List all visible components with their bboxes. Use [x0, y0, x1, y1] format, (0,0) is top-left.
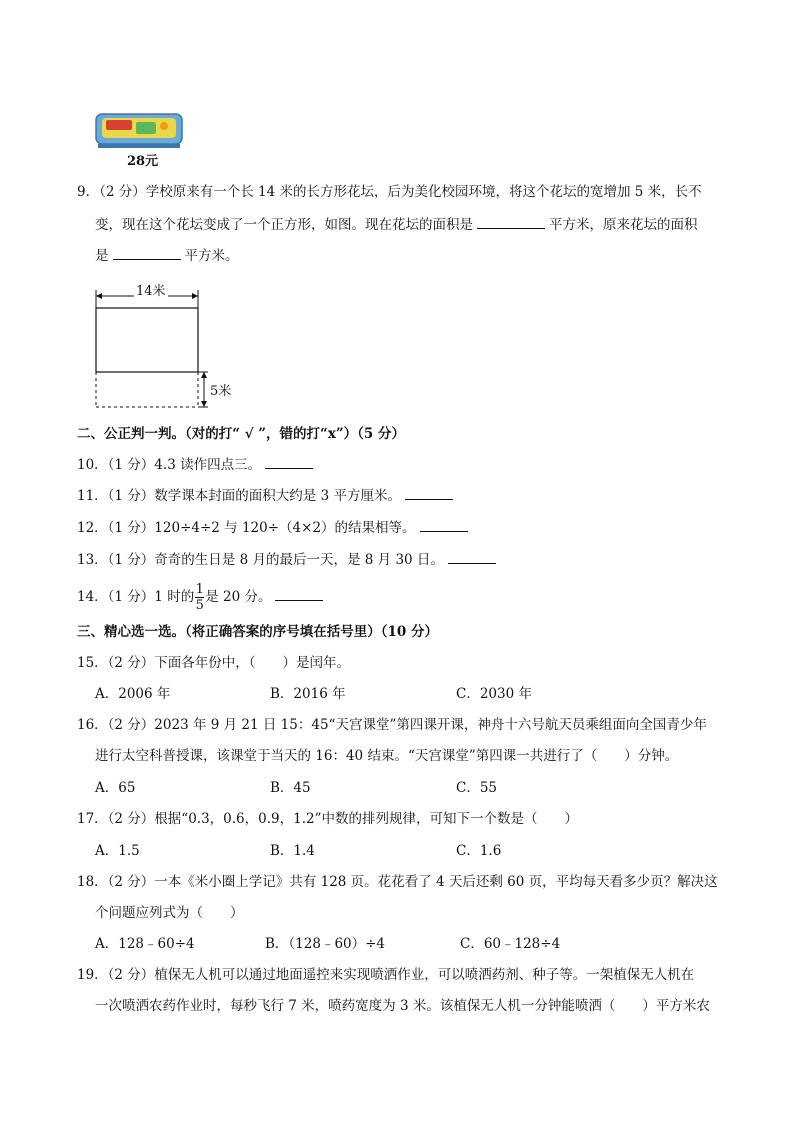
q12-answer-blank[interactable] [420, 517, 468, 532]
section2-heading: 二、公正判一判。（对的打“ √ ”，错的打“x”）（5 分） [77, 426, 405, 442]
q13-text: 13．（1 分）奇奇的生日是 8 月的最后一天，是 8 月 30 日。 [77, 552, 444, 568]
q9-line3-text-a: 是 [95, 248, 109, 264]
pencil-case-price: 28元 [127, 154, 159, 169]
q16-line1: 16．（2 分）2023 年 9 月 21 日 15：45“天宫课堂”第四课开课，神舟十六号航天员乘组面向全国青少年 [77, 717, 707, 733]
fraction-denominator: 5 [195, 598, 204, 613]
fraction-numerator: 1 [195, 582, 204, 597]
q15-option-c[interactable]: C．2030 年 [456, 686, 532, 702]
q18-option-b[interactable]: B．（128﹣60）÷4 [265, 936, 386, 952]
q11 [77, 485, 457, 507]
q14-answer-blank[interactable] [275, 586, 323, 601]
q13-answer-blank[interactable] [448, 549, 496, 564]
q10-text: 10．（1 分）4.3 读作四点三。 [77, 457, 262, 473]
q18-option-c[interactable]: C．60﹣128÷4 [460, 936, 561, 952]
q9-line1: 9．（2 分）学校原来有一个长 14 米的长方形花坛，后为美化校园环境，将这个花坛的宽增加 5 米，长不 [77, 184, 702, 200]
q13 [77, 549, 500, 571]
q10-answer-blank[interactable] [265, 454, 313, 469]
q12-text: 12．（1 分）120÷4÷2 与 120÷（4×2）的结果相等。 [77, 520, 416, 536]
q16-option-b[interactable]: B．45 [270, 780, 311, 796]
q17-option-c[interactable]: C．1.6 [456, 843, 502, 859]
q9-answer-blank-1[interactable] [477, 214, 545, 229]
q9-answer-blank-2[interactable] [113, 245, 181, 260]
q15-text: 15．（2 分）下面各年份中，（ ）是闰年。 [77, 655, 351, 671]
q14-text-before: 14．（1 分）1 时的 [77, 589, 195, 605]
q15-option-b[interactable]: B．2016 年 [270, 686, 346, 702]
q9-line2-text-a: 变，现在这个花坛变成了一个正方形，如图。现在花坛的面积是 [95, 217, 473, 233]
q9-line3 [95, 245, 239, 267]
q18-line2: 个问题应列式为（ ） [95, 905, 244, 921]
q19-line2: 一次喷洒农药作业时，每秒飞行 7 米，喷药宽度为 3 米。该植保无人机一分钟能喷洒（ ）平方米农 [95, 998, 710, 1014]
q17-text: 17．（2 分）根据“0.3，0.6，0.9，1.2”中数的排列规律，可知下一个数是（ ） [77, 811, 578, 827]
q9-line2-text-b: 平方米，原来花坛的面积 [549, 217, 698, 233]
q9-line2 [95, 214, 698, 236]
q16-option-c[interactable]: C．55 [456, 780, 498, 796]
fraction-one-fifth [195, 583, 204, 612]
q18-option-a[interactable]: A．128﹣60÷4 [95, 936, 195, 952]
section3-heading: 三、精心选一选。（将正确答案的序号填在括号里）（10 分） [77, 624, 438, 640]
q10 [77, 454, 317, 476]
q14 [77, 582, 327, 612]
diagram-width-label: 5米 [210, 384, 232, 399]
q12 [77, 517, 472, 539]
q14-text-after: 是 20 分。 [205, 589, 272, 605]
q17-option-b[interactable]: B．1.4 [270, 843, 315, 859]
q16-line2: 进行太空科普授课，该课堂于当天的 16：40 结束。“天宫课堂”第四课一共进行了（ ）分钟。 [95, 748, 679, 764]
q9-line3-text-b: 平方米。 [184, 248, 239, 264]
q15-option-a[interactable]: A．2006 年 [95, 686, 171, 702]
q11-text: 11．（1 分）数学课本封面的面积大约是 3 平方厘米。 [77, 488, 401, 504]
q16-option-a[interactable]: A．65 [95, 780, 136, 796]
q18-line1: 18．（2 分）一本《米小圈上学记》共有 128 页。花花看了 4 天后还剩 60 页，平均每天看多少页？解决这 [77, 874, 718, 890]
q17-option-a[interactable]: A．1.5 [95, 843, 140, 859]
diagram-length-label: 14米 [134, 280, 168, 299]
q19-line1: 19．（2 分）植保无人机可以通过地面遥控来实现喷洒作业，可以喷洒药剂、种子等。一架植保无人机在 [77, 967, 695, 983]
q11-answer-blank[interactable] [405, 485, 453, 500]
